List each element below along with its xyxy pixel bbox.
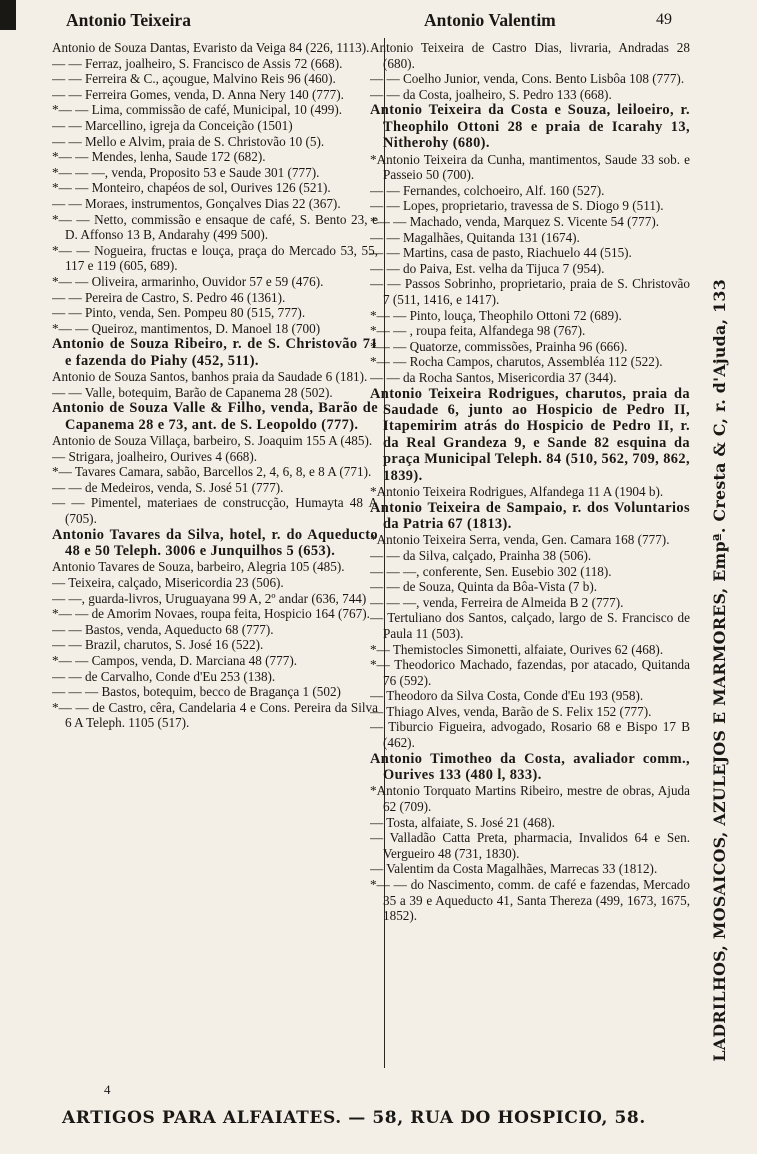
directory-entry-heading: Antonio de Souza Ribeiro, r. de S. Christovão 71 e fazenda do Piahy (452, 511). bbox=[52, 336, 378, 369]
directory-entry: — — Marcellino, igreja da Conceição (1501) bbox=[52, 117, 293, 133]
directory-entry: — — Mello e Alvim, praia de S. Christovão 10 (5). bbox=[52, 133, 325, 149]
footer-advertisement: ARTIGOS PARA ALFAIATES. — 58, RUA DO HOSPICIO, 58. bbox=[62, 1108, 646, 1128]
directory-entry: — — Lopes, proprietario, travessa de S. Diogo 9 (511). bbox=[370, 198, 664, 214]
directory-entry: Antonio Teixeira de Castro Dias, livraria, Andradas 28 (680). bbox=[370, 40, 690, 71]
directory-entry: — — —, conferente, Sen. Eusebio 302 (118). bbox=[370, 563, 612, 579]
directory-entry: — — Fernandes, colchoeiro, Alf. 160 (527). bbox=[370, 182, 605, 198]
directory-entry: *— — Pinto, louça, Theophilo Ottoni 72 (689). bbox=[370, 307, 622, 323]
directory-entry: *— — do Nascimento, comm. de café e fazendas, Mercado 35 a 39 e Aqueducto 41, Santa Thereza (499, 1673, 1675, 1852). bbox=[370, 877, 690, 924]
directory-entry: *— Tavares Camara, sabão, Barcellos 2, 4, 6, 8, e 8 A (771). bbox=[52, 464, 372, 480]
directory-entry: Antonio de Souza Villaça, barbeiro, S. Joaquim 155 A (485). bbox=[52, 433, 373, 449]
directory-entry: — — Pereira de Castro, S. Pedro 46 (1361). bbox=[52, 289, 286, 305]
directory-entry: — — de Carvalho, Conde d'Eu 253 (138). bbox=[52, 668, 276, 684]
directory-entry: *— — Nogueira, fructas e louça, praça do Mercado 53, 55, 117 e 119 (605, 689). bbox=[52, 242, 378, 274]
right-column bbox=[370, 40, 690, 1070]
directory-entry: *— — Oliveira, armarinho, Ouvidor 57 e 59 (476). bbox=[52, 273, 324, 289]
directory-entry: *— Theodorico Machado, fazendas, por atacado, Quitanda 76 (592). bbox=[370, 657, 690, 688]
directory-entry: — Teixeira, calçado, Misericordia 23 (506). bbox=[52, 575, 284, 591]
directory-entry: *— — de Amorim Novaes, roupa feita, Hospicio 164 (767). bbox=[52, 606, 370, 622]
directory-entry: *— — Rocha Campos, charutos, Assembléa 112 (522). bbox=[370, 354, 663, 370]
directory-entry: — — do Paiva, Est. velha da Tijuca 7 (954). bbox=[370, 260, 605, 276]
directory-entry: — Tiburcio Figueira, advogado, Rosario 68 e Bispo 17 B (462). bbox=[370, 719, 690, 751]
directory-entry: — —, guarda-livros, Uruguayana 99 A, 2º andar (636, 744) bbox=[52, 590, 367, 606]
directory-entry-heading: Antonio Teixeira de Sampaio, r. dos Voluntarios da Patria 67 (1813). bbox=[370, 499, 690, 532]
directory-entry-heading: Antonio Teixeira da Costa e Souza, leiloeiro, r. Theophilo Ottoni 28 e praia de Icarahy 13, Nitherohy (680). bbox=[370, 102, 690, 152]
directory-entry: *— — Lima, commissão de café, Municipal, 10 (499). bbox=[52, 102, 343, 118]
directory-entry: — Theodoro da Silva Costa, Conde d'Eu 193 (958). bbox=[370, 688, 644, 704]
directory-entry: *— — Queiroz, mantimentos, D. Manoel 18 (700) bbox=[52, 320, 321, 336]
directory-entry: — — Ferreira Gomes, venda, D. Anna Nery 140 (777). bbox=[52, 86, 344, 102]
directory-entry: — — —, venda, Ferreira de Almeida B 2 (777). bbox=[370, 594, 624, 610]
directory-entry: *Antonio Torquato Martins Ribeiro, mestre de obras, Ajuda 62 (709). bbox=[370, 783, 690, 815]
directory-entry: — Tertuliano dos Santos, calçado, largo de S. Francisco de Paula 11 (503). bbox=[370, 610, 690, 641]
directory-entry: — Valladão Catta Preta, pharmacia, Invalidos 64 e Sen. Vergueiro 48 (731, 1830). bbox=[370, 830, 690, 861]
directory-entry: *Antonio Teixeira da Cunha, mantimentos, Saude 33 sob. e Passeio 50 (700). bbox=[370, 151, 690, 183]
directory-entry-heading: Antonio de Souza Valle & Filho, venda, Barão de Capanema 28 e 73, ant. de S. Leopoldo (777). bbox=[52, 400, 378, 433]
running-header bbox=[44, 4, 694, 30]
directory-entry: *Antonio Teixeira Rodrigues, Alfandega 11 A (1904 b). bbox=[370, 483, 664, 499]
page-number: 49 bbox=[656, 11, 672, 28]
directory-entry: *— — Quatorze, commissões, Prainha 96 (666). bbox=[370, 338, 628, 354]
directory-entry: — — Ferreira & C., açougue, Malvino Reis 96 (460). bbox=[52, 71, 336, 87]
directory-entry: Antonio de Souza Santos, banhos praia da Saudade 6 (181). bbox=[52, 369, 368, 385]
directory-entry: — — de Medeiros, venda, S. José 51 (777). bbox=[52, 479, 284, 495]
directory-entry: Antonio Tavares de Souza, barbeiro, Alegria 105 (485). bbox=[52, 559, 345, 575]
header-center: Antonio Valentim bbox=[424, 10, 556, 30]
directory-entry: — — da Rocha Santos, Misericordia 37 (344). bbox=[370, 369, 617, 385]
directory-entry: — — Pinto, venda, Sen. Pompeu 80 (515, 777). bbox=[52, 305, 306, 321]
directory-entry: — — da Costa, joalheiro, S. Pedro 133 (668). bbox=[370, 86, 612, 102]
directory-entry-heading: Antonio Tavares da Silva, hotel, r. do Aqueducto 48 e 50 Teleph. 3006 e Junquilhos 5 (653). bbox=[52, 526, 378, 560]
header-left: Antonio Teixeira bbox=[66, 10, 191, 30]
directory-entry: — — Ferraz, joalheiro, S. Francisco de Assis 72 (668). bbox=[52, 55, 343, 71]
directory-entry: — Strigara, joalheiro, Ourives 4 (668). bbox=[52, 448, 258, 464]
directory-entry: — — Magalhães, Quitanda 131 (1674). bbox=[370, 229, 580, 245]
directory-entry-heading: Antonio Teixeira Rodrigues, charutos, praia da Saudade 6, junto ao Hospicio de Pedro II, Itapemirim atrás do Hospicio de Pedro II, r. da Real Grandeza 9, e Sande 82 esquina da praça Municipal Teleph. 84 (510, 562, 709, 862, 1839). bbox=[370, 385, 690, 484]
directory-entry: — — Passos Sobrinho, proprietario, praia de S. Christovão 7 (511, 1416, e 1417). bbox=[370, 276, 690, 307]
directory-entry: — Valentim da Costa Magalhães, Marrecas 33 (1812). bbox=[370, 861, 658, 877]
directory-entry: *— — Netto, commissão e ensaque de café, S. Bento 23, e D. Affonso 13 B, Andarahy (499 500). bbox=[52, 211, 378, 243]
directory-entry: *— — Machado, venda, Marquez S. Vicente 54 (777). bbox=[370, 213, 660, 229]
directory-entry: *— — Monteiro, chapéos de sol, Ourives 126 (521). bbox=[52, 180, 331, 196]
directory-entry: *— — de Castro, cêra, Candelaria 4 e Cons. Pereira da Silva 6 A Teleph. 1105 (517). bbox=[52, 699, 378, 731]
side-ad-text: LADRILHOS, MOSAICOS, AZULEJOS E MARMORES, Empª. Cresta & C, r. d'Ajuda, 133 bbox=[710, 279, 729, 1062]
directory-entry: — — de Souza, Quinta da Bôa-Vista (7 b). bbox=[370, 579, 598, 595]
directory-entry: — — Martins, casa de pasto, Riachuelo 44 (515). bbox=[370, 245, 632, 261]
directory-entry: — Thiago Alves, venda, Barão de S. Felix 152 (777). bbox=[370, 703, 652, 719]
directory-entry: *— Themistocles Simonetti, alfaiate, Ourives 62 (468). bbox=[370, 641, 664, 657]
directory-entry: — — Moraes, instrumentos, Gonçalves Dias 22 (367). bbox=[52, 195, 341, 211]
directory-entry: — — — Bastos, botequim, becco de Bragança 1 (502) bbox=[52, 684, 341, 700]
side-advertisement bbox=[708, 40, 744, 1070]
directory-entry: — — Pimentel, materiaes de construcção, Humayta 48 A (705). bbox=[52, 495, 378, 527]
signature-mark: 4 bbox=[104, 1082, 111, 1097]
directory-entry: *— — Campos, venda, D. Marciana 48 (777). bbox=[52, 653, 298, 669]
directory-entry: *— — —, venda, Proposito 53 e Saude 301 (777). bbox=[52, 164, 320, 180]
directory-entry: *Antonio Teixeira Serra, venda, Gen. Camara 168 (777). bbox=[370, 532, 670, 548]
directory-entry: *— — , roupa feita, Alfandega 98 (767). bbox=[370, 323, 586, 339]
directory-entry-heading: Antonio Timotheo da Costa, avaliador comm., Ourives 133 (480 l, 833). bbox=[370, 750, 690, 784]
directory-entry: — — Valle, botequim, Barão de Capanema 28 (502). bbox=[52, 384, 333, 400]
page-corner-mark bbox=[0, 0, 16, 30]
directory-entry: — Tosta, alfaiate, S. José 21 (468). bbox=[370, 814, 555, 830]
directory-entry: — — Bastos, venda, Aqueducto 68 (777). bbox=[52, 621, 274, 637]
directory-entry: — — da Silva, calçado, Prainha 38 (506). bbox=[370, 547, 592, 563]
left-column bbox=[52, 40, 378, 1070]
directory-entry: *— — Mendes, lenha, Saude 172 (682). bbox=[52, 149, 266, 165]
directory-entry: Antonio de Souza Dantas, Evaristo da Veiga 84 (226, 1113). bbox=[52, 40, 370, 55]
directory-entry: — — Brazil, charutos, S. José 16 (522). bbox=[52, 637, 264, 653]
directory-entry: — — Coelho Junior, venda, Cons. Bento Lisbôa 108 (777). bbox=[370, 71, 685, 87]
